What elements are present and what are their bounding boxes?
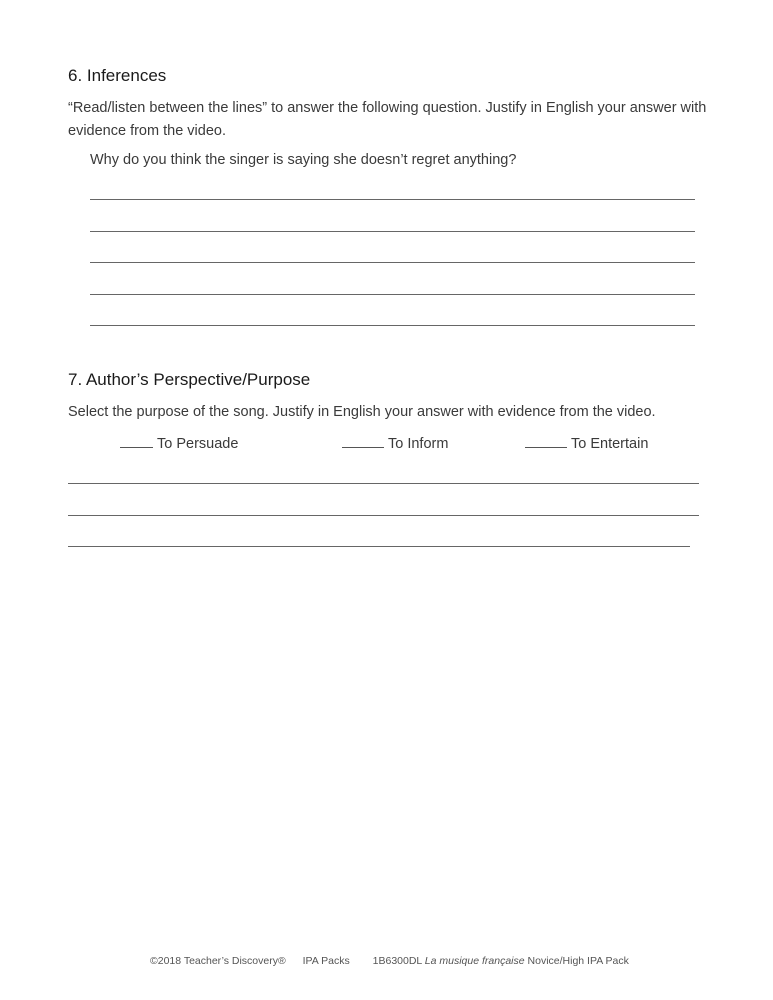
section-6-question: Why do you think the singer is saying she doesn’t regret anything? <box>90 152 517 168</box>
answer-line[interactable] <box>90 262 695 263</box>
option-persuade[interactable] <box>120 433 238 456</box>
section-6-instructions: “Read/listen between the lines” to answer the following question. Justify in English your answer with evidence from the video. <box>68 100 707 139</box>
footer-title-italic: La musique française <box>424 955 525 967</box>
footer <box>150 955 629 967</box>
option-label: To Persuade <box>157 436 239 452</box>
footer-code: 1B6300DL <box>372 955 422 967</box>
footer-copyright: ©2018 Teacher’s Discovery® <box>150 955 286 967</box>
checkbox-blank[interactable] <box>120 435 153 448</box>
answer-line[interactable] <box>90 231 695 232</box>
section-6-heading: 6. Inferences <box>68 66 167 85</box>
option-label: To Entertain <box>571 436 649 452</box>
checkbox-blank[interactable] <box>525 435 567 448</box>
checkbox-blank[interactable] <box>342 435 384 448</box>
option-label: To Inform <box>388 436 449 452</box>
section-7-heading: 7. Author’s Perspective/Purpose <box>68 370 311 389</box>
option-inform[interactable] <box>342 433 448 456</box>
option-entertain[interactable] <box>525 433 648 456</box>
footer-series: IPA Packs <box>302 955 350 967</box>
answer-line[interactable] <box>90 294 695 295</box>
section-7-instructions: Select the purpose of the song. Justify in English your answer with evidence from the video. <box>68 404 656 420</box>
answer-line[interactable] <box>90 199 695 200</box>
answer-line[interactable] <box>68 546 690 547</box>
answer-line[interactable] <box>90 325 695 326</box>
answer-line[interactable] <box>68 483 699 484</box>
footer-title-rest: Novice/High IPA Pack <box>527 955 629 967</box>
answer-line[interactable] <box>68 515 699 516</box>
